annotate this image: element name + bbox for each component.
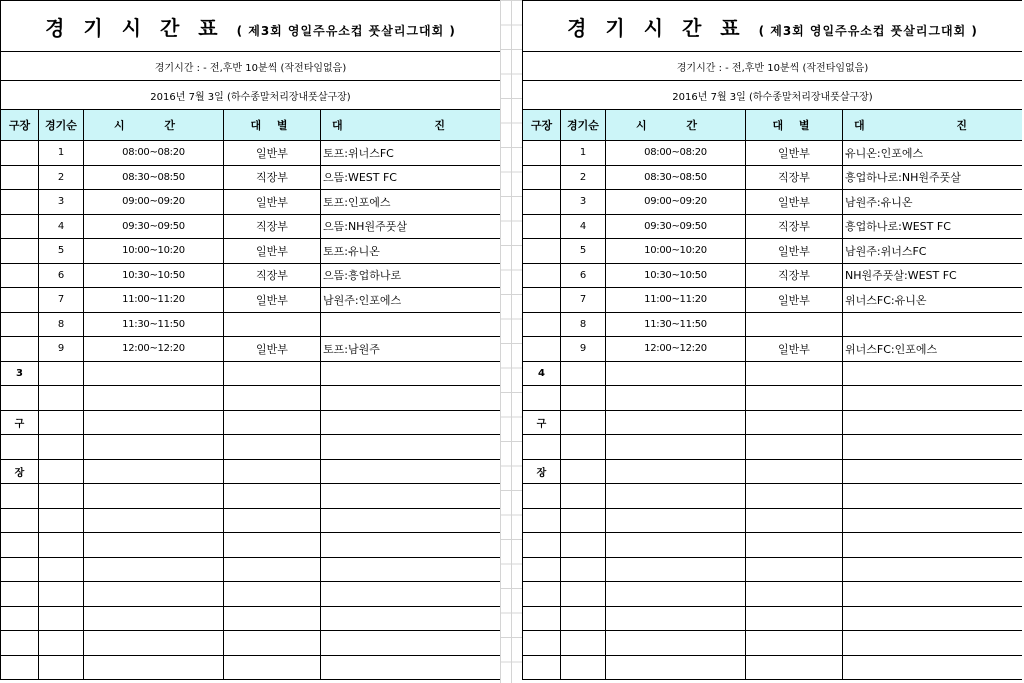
division-cell (224, 631, 321, 656)
ground-cell (1, 141, 39, 166)
matchup-cell (321, 631, 501, 656)
time-cell: 09:30~09:50 (606, 214, 746, 239)
ground-cell: 장 (523, 459, 561, 484)
matchup-cell (843, 312, 1023, 337)
division-cell (746, 484, 843, 509)
matchup-cell (321, 655, 501, 680)
matchup-cell: 남원주:위너스FC (843, 239, 1023, 264)
title-row (1, 1, 501, 52)
matchup-cell (321, 459, 501, 484)
date-venue-row (523, 81, 1023, 110)
ground-cell (1, 655, 39, 680)
seq-cell (39, 435, 84, 460)
matchup-cell (843, 533, 1023, 558)
table-row (1, 361, 501, 386)
table-row (523, 288, 1023, 313)
matchup-cell: NH원주풋살:WEST FC (843, 263, 1023, 288)
matchup-cell (843, 459, 1023, 484)
division-cell (746, 655, 843, 680)
matchup-cell: 남원주:유니온 (843, 190, 1023, 215)
seq-cell: 8 (39, 312, 84, 337)
matchup-cell (843, 435, 1023, 460)
sheet-subtitle: ( 제3회 영일주유소컵 풋살리그대회 ) (236, 23, 456, 38)
ground-cell (523, 141, 561, 166)
seq-cell (561, 459, 606, 484)
division-cell: 직장부 (224, 263, 321, 288)
matchup-cell: 유니온:인포에스 (843, 141, 1023, 166)
time-cell (606, 410, 746, 435)
table-row (1, 582, 501, 607)
table-row (523, 435, 1023, 460)
time-cell (84, 386, 224, 411)
ground-cell (1, 386, 39, 411)
seq-cell (561, 557, 606, 582)
time-cell: 12:00~12:20 (84, 337, 224, 362)
table-row (1, 337, 501, 362)
ground-cell (523, 288, 561, 313)
division-cell: 일반부 (746, 239, 843, 264)
ground-cell (523, 435, 561, 460)
seq-cell: 6 (39, 263, 84, 288)
time-cell (606, 435, 746, 460)
table-row (1, 508, 501, 533)
matchup-cell (843, 557, 1023, 582)
schedule-sheet-right (522, 0, 1022, 683)
division-cell: 직장부 (224, 165, 321, 190)
header-matchup: 대 진 (843, 110, 1023, 141)
seq-cell (39, 459, 84, 484)
table-row (523, 214, 1023, 239)
matchup-cell: 토프:인포에스 (321, 190, 501, 215)
ground-cell: 구 (523, 410, 561, 435)
ground-cell (1, 263, 39, 288)
time-cell (84, 582, 224, 607)
division-cell: 일반부 (224, 141, 321, 166)
seq-cell (39, 631, 84, 656)
seq-cell: 9 (39, 337, 84, 362)
matchup-cell (321, 508, 501, 533)
matchup-cell (843, 655, 1023, 680)
division-cell (224, 484, 321, 509)
table-row (1, 312, 501, 337)
division-cell (224, 557, 321, 582)
ground-cell (1, 337, 39, 362)
matchup-cell (843, 484, 1023, 509)
ground-cell (1, 288, 39, 313)
table-row (1, 190, 501, 215)
matchup-cell: 흥업하나로:NH원주풋살 (843, 165, 1023, 190)
ground-cell (523, 557, 561, 582)
ground-cell (1, 582, 39, 607)
table-row (1, 239, 501, 264)
table-row (523, 239, 1023, 264)
table-row (1, 459, 501, 484)
match-time-row (523, 52, 1023, 81)
matchup-cell (843, 631, 1023, 656)
ground-cell (1, 606, 39, 631)
time-cell (84, 361, 224, 386)
table-row (1, 533, 501, 558)
ground-cell (523, 631, 561, 656)
matchup-cell (321, 533, 501, 558)
division-cell (746, 435, 843, 460)
table-row (523, 410, 1023, 435)
seq-cell: 2 (39, 165, 84, 190)
seq-cell (39, 410, 84, 435)
time-cell (606, 508, 746, 533)
time-cell (606, 459, 746, 484)
table-row (523, 631, 1023, 656)
schedule-table (0, 0, 500, 680)
seq-cell (561, 361, 606, 386)
time-cell: 09:00~09:20 (606, 190, 746, 215)
time-cell (606, 631, 746, 656)
table-row (523, 165, 1023, 190)
match-time-cell: 경기시간 : - 전,후반 10분씩 (작전타임없음) (1, 52, 501, 81)
division-cell (746, 312, 843, 337)
matchup-cell (321, 557, 501, 582)
seq-cell: 3 (39, 190, 84, 215)
seq-cell: 4 (561, 214, 606, 239)
seq-cell: 5 (39, 239, 84, 264)
time-cell: 11:00~11:20 (606, 288, 746, 313)
seq-cell: 3 (561, 190, 606, 215)
time-cell (84, 508, 224, 533)
header-row (1, 110, 501, 141)
seq-cell (561, 631, 606, 656)
seq-cell: 4 (39, 214, 84, 239)
matchup-cell (321, 312, 501, 337)
title-row (523, 1, 1023, 52)
title-cell (523, 1, 1023, 52)
table-row (1, 288, 501, 313)
ground-cell (1, 214, 39, 239)
time-cell: 08:00~08:20 (84, 141, 224, 166)
table-row (1, 141, 501, 166)
matchup-cell (321, 435, 501, 460)
schedule-table (522, 0, 1022, 680)
matchup-cell: 위너스FC:인포에스 (843, 337, 1023, 362)
schedule-body (523, 1, 1023, 680)
table-row (523, 190, 1023, 215)
table-row (1, 484, 501, 509)
ground-cell (1, 165, 39, 190)
ground-cell (523, 165, 561, 190)
table-row (523, 312, 1023, 337)
seq-cell: 7 (561, 288, 606, 313)
seq-cell: 1 (39, 141, 84, 166)
table-row (523, 484, 1023, 509)
matchup-cell: 으뜸:흥업하나로 (321, 263, 501, 288)
date-venue-row (1, 81, 501, 110)
ground-cell (523, 214, 561, 239)
division-cell: 직장부 (746, 263, 843, 288)
seq-cell (561, 582, 606, 607)
ground-cell (1, 508, 39, 533)
time-cell: 10:00~10:20 (84, 239, 224, 264)
matchup-cell: 토프:유니온 (321, 239, 501, 264)
matchup-cell (843, 361, 1023, 386)
matchup-cell (843, 606, 1023, 631)
time-cell (84, 533, 224, 558)
ground-cell (1, 533, 39, 558)
seq-cell: 8 (561, 312, 606, 337)
matchup-cell: 흥업하나로:WEST FC (843, 214, 1023, 239)
seq-cell: 7 (39, 288, 84, 313)
seq-cell (39, 508, 84, 533)
sheet-title: 경 기 시 간 표 (45, 15, 224, 40)
table-row (523, 459, 1023, 484)
header-division: 대 별 (746, 110, 843, 141)
time-cell: 11:30~11:50 (606, 312, 746, 337)
ground-cell (523, 533, 561, 558)
sheet-subtitle: ( 제3회 영일주유소컵 풋살리그대회 ) (758, 23, 978, 38)
table-row (523, 533, 1023, 558)
seq-cell (561, 435, 606, 460)
table-row (523, 582, 1023, 607)
division-cell (746, 361, 843, 386)
ground-cell (523, 263, 561, 288)
header-ground: 구장 (1, 110, 39, 141)
division-cell (224, 386, 321, 411)
division-cell (224, 410, 321, 435)
time-cell (84, 484, 224, 509)
seq-cell (561, 410, 606, 435)
seq-cell (39, 361, 84, 386)
matchup-cell (843, 508, 1023, 533)
division-cell: 일반부 (224, 239, 321, 264)
time-cell (606, 655, 746, 680)
division-cell: 일반부 (224, 337, 321, 362)
header-row (523, 110, 1023, 141)
time-cell (84, 655, 224, 680)
table-row (523, 606, 1023, 631)
header-seq: 경기순 (39, 110, 84, 141)
matchup-cell (843, 386, 1023, 411)
date-venue-cell: 2016년 7월 3일 (하수종말처리장내풋살구장) (523, 81, 1023, 110)
time-cell: 08:30~08:50 (84, 165, 224, 190)
table-row (1, 386, 501, 411)
division-cell (746, 386, 843, 411)
seq-cell: 1 (561, 141, 606, 166)
ground-cell (523, 484, 561, 509)
division-cell (746, 631, 843, 656)
seq-cell (39, 606, 84, 631)
seq-cell (561, 484, 606, 509)
matchup-cell (321, 484, 501, 509)
seq-cell (39, 533, 84, 558)
ground-cell (523, 337, 561, 362)
table-row (1, 435, 501, 460)
header-time: 시 간 (606, 110, 746, 141)
header-matchup: 대 진 (321, 110, 501, 141)
table-row (1, 165, 501, 190)
ground-cell (523, 508, 561, 533)
division-cell (746, 508, 843, 533)
seq-cell (561, 508, 606, 533)
ground-cell (1, 631, 39, 656)
division-cell (746, 557, 843, 582)
ground-cell (1, 190, 39, 215)
time-cell: 11:30~11:50 (84, 312, 224, 337)
header-time: 시 간 (84, 110, 224, 141)
ground-cell (523, 582, 561, 607)
date-venue-cell: 2016년 7월 3일 (하수종말처리장내풋살구장) (1, 81, 501, 110)
header-ground: 구장 (523, 110, 561, 141)
matchup-cell (321, 361, 501, 386)
division-cell: 일반부 (746, 190, 843, 215)
time-cell (84, 410, 224, 435)
ground-cell (1, 484, 39, 509)
time-cell (84, 557, 224, 582)
time-cell: 08:30~08:50 (606, 165, 746, 190)
matchup-cell: 남원주:인포에스 (321, 288, 501, 313)
division-cell (224, 459, 321, 484)
matchup-cell (321, 410, 501, 435)
division-cell (746, 606, 843, 631)
match-time-row (1, 52, 501, 81)
ground-cell (523, 190, 561, 215)
matchup-cell (843, 410, 1023, 435)
division-cell (224, 606, 321, 631)
ground-cell: 4 (523, 361, 561, 386)
sheet-title: 경 기 시 간 표 (567, 15, 746, 40)
seq-cell (39, 557, 84, 582)
table-row (1, 606, 501, 631)
time-cell (606, 582, 746, 607)
ground-cell (523, 312, 561, 337)
ground-cell: 구 (1, 410, 39, 435)
table-row (523, 263, 1023, 288)
ground-cell: 3 (1, 361, 39, 386)
division-cell: 직장부 (746, 214, 843, 239)
table-row (1, 631, 501, 656)
table-row (523, 655, 1023, 680)
time-cell: 09:00~09:20 (84, 190, 224, 215)
matchup-cell: 으뜸:WEST FC (321, 165, 501, 190)
title-cell (1, 1, 501, 52)
matchup-cell (321, 386, 501, 411)
seq-cell (39, 582, 84, 607)
division-cell: 직장부 (746, 165, 843, 190)
table-row (523, 557, 1023, 582)
table-row (1, 214, 501, 239)
seq-cell (561, 606, 606, 631)
division-cell (224, 312, 321, 337)
seq-cell: 2 (561, 165, 606, 190)
header-seq: 경기순 (561, 110, 606, 141)
ground-cell (523, 606, 561, 631)
matchup-cell: 토프:위너스FC (321, 141, 501, 166)
division-cell (224, 508, 321, 533)
division-cell (224, 582, 321, 607)
division-cell: 일반부 (746, 337, 843, 362)
division-cell: 일반부 (224, 288, 321, 313)
seq-cell (39, 386, 84, 411)
time-cell (84, 606, 224, 631)
time-cell (84, 631, 224, 656)
table-row (1, 655, 501, 680)
matchup-cell: 위너스FC:유니온 (843, 288, 1023, 313)
time-cell (606, 484, 746, 509)
time-cell: 10:00~10:20 (606, 239, 746, 264)
matchup-cell: 으뜸:NH원주풋살 (321, 214, 501, 239)
time-cell (606, 361, 746, 386)
ground-cell (523, 239, 561, 264)
ground-cell (523, 655, 561, 680)
division-cell: 일반부 (224, 190, 321, 215)
seq-cell (561, 655, 606, 680)
time-cell (606, 386, 746, 411)
time-cell (606, 557, 746, 582)
time-cell (84, 435, 224, 460)
time-cell (84, 459, 224, 484)
ground-cell (1, 312, 39, 337)
matchup-cell (321, 606, 501, 631)
table-row (1, 557, 501, 582)
schedule-body (1, 1, 501, 680)
header-division: 대 별 (224, 110, 321, 141)
seq-cell: 9 (561, 337, 606, 362)
seq-cell: 5 (561, 239, 606, 264)
time-cell (606, 606, 746, 631)
division-cell (224, 533, 321, 558)
seq-cell (39, 484, 84, 509)
division-cell: 직장부 (224, 214, 321, 239)
division-cell: 일반부 (746, 141, 843, 166)
time-cell: 10:30~10:50 (606, 263, 746, 288)
ground-cell (523, 386, 561, 411)
division-cell (746, 410, 843, 435)
division-cell (746, 459, 843, 484)
ground-cell (1, 435, 39, 460)
table-row (523, 141, 1023, 166)
table-row (1, 410, 501, 435)
seq-cell (39, 655, 84, 680)
division-cell (224, 435, 321, 460)
time-cell: 08:00~08:20 (606, 141, 746, 166)
table-row (523, 508, 1023, 533)
time-cell: 10:30~10:50 (84, 263, 224, 288)
time-cell: 12:00~12:20 (606, 337, 746, 362)
division-cell (224, 361, 321, 386)
sheet-gap-grid (500, 0, 522, 683)
time-cell: 11:00~11:20 (84, 288, 224, 313)
seq-cell (561, 533, 606, 558)
seq-cell (561, 386, 606, 411)
division-cell (746, 582, 843, 607)
division-cell (224, 655, 321, 680)
matchup-cell (843, 582, 1023, 607)
table-row (523, 337, 1023, 362)
matchup-cell (321, 582, 501, 607)
schedule-sheet-left (0, 0, 500, 683)
table-row (1, 263, 501, 288)
match-time-cell: 경기시간 : - 전,후반 10분씩 (작전타임없음) (523, 52, 1023, 81)
ground-cell: 장 (1, 459, 39, 484)
ground-cell (1, 557, 39, 582)
time-cell: 09:30~09:50 (84, 214, 224, 239)
division-cell: 일반부 (746, 288, 843, 313)
table-row (523, 361, 1023, 386)
table-row (523, 386, 1023, 411)
time-cell (606, 533, 746, 558)
division-cell (746, 533, 843, 558)
seq-cell: 6 (561, 263, 606, 288)
ground-cell (1, 239, 39, 264)
matchup-cell: 토프:남원주 (321, 337, 501, 362)
